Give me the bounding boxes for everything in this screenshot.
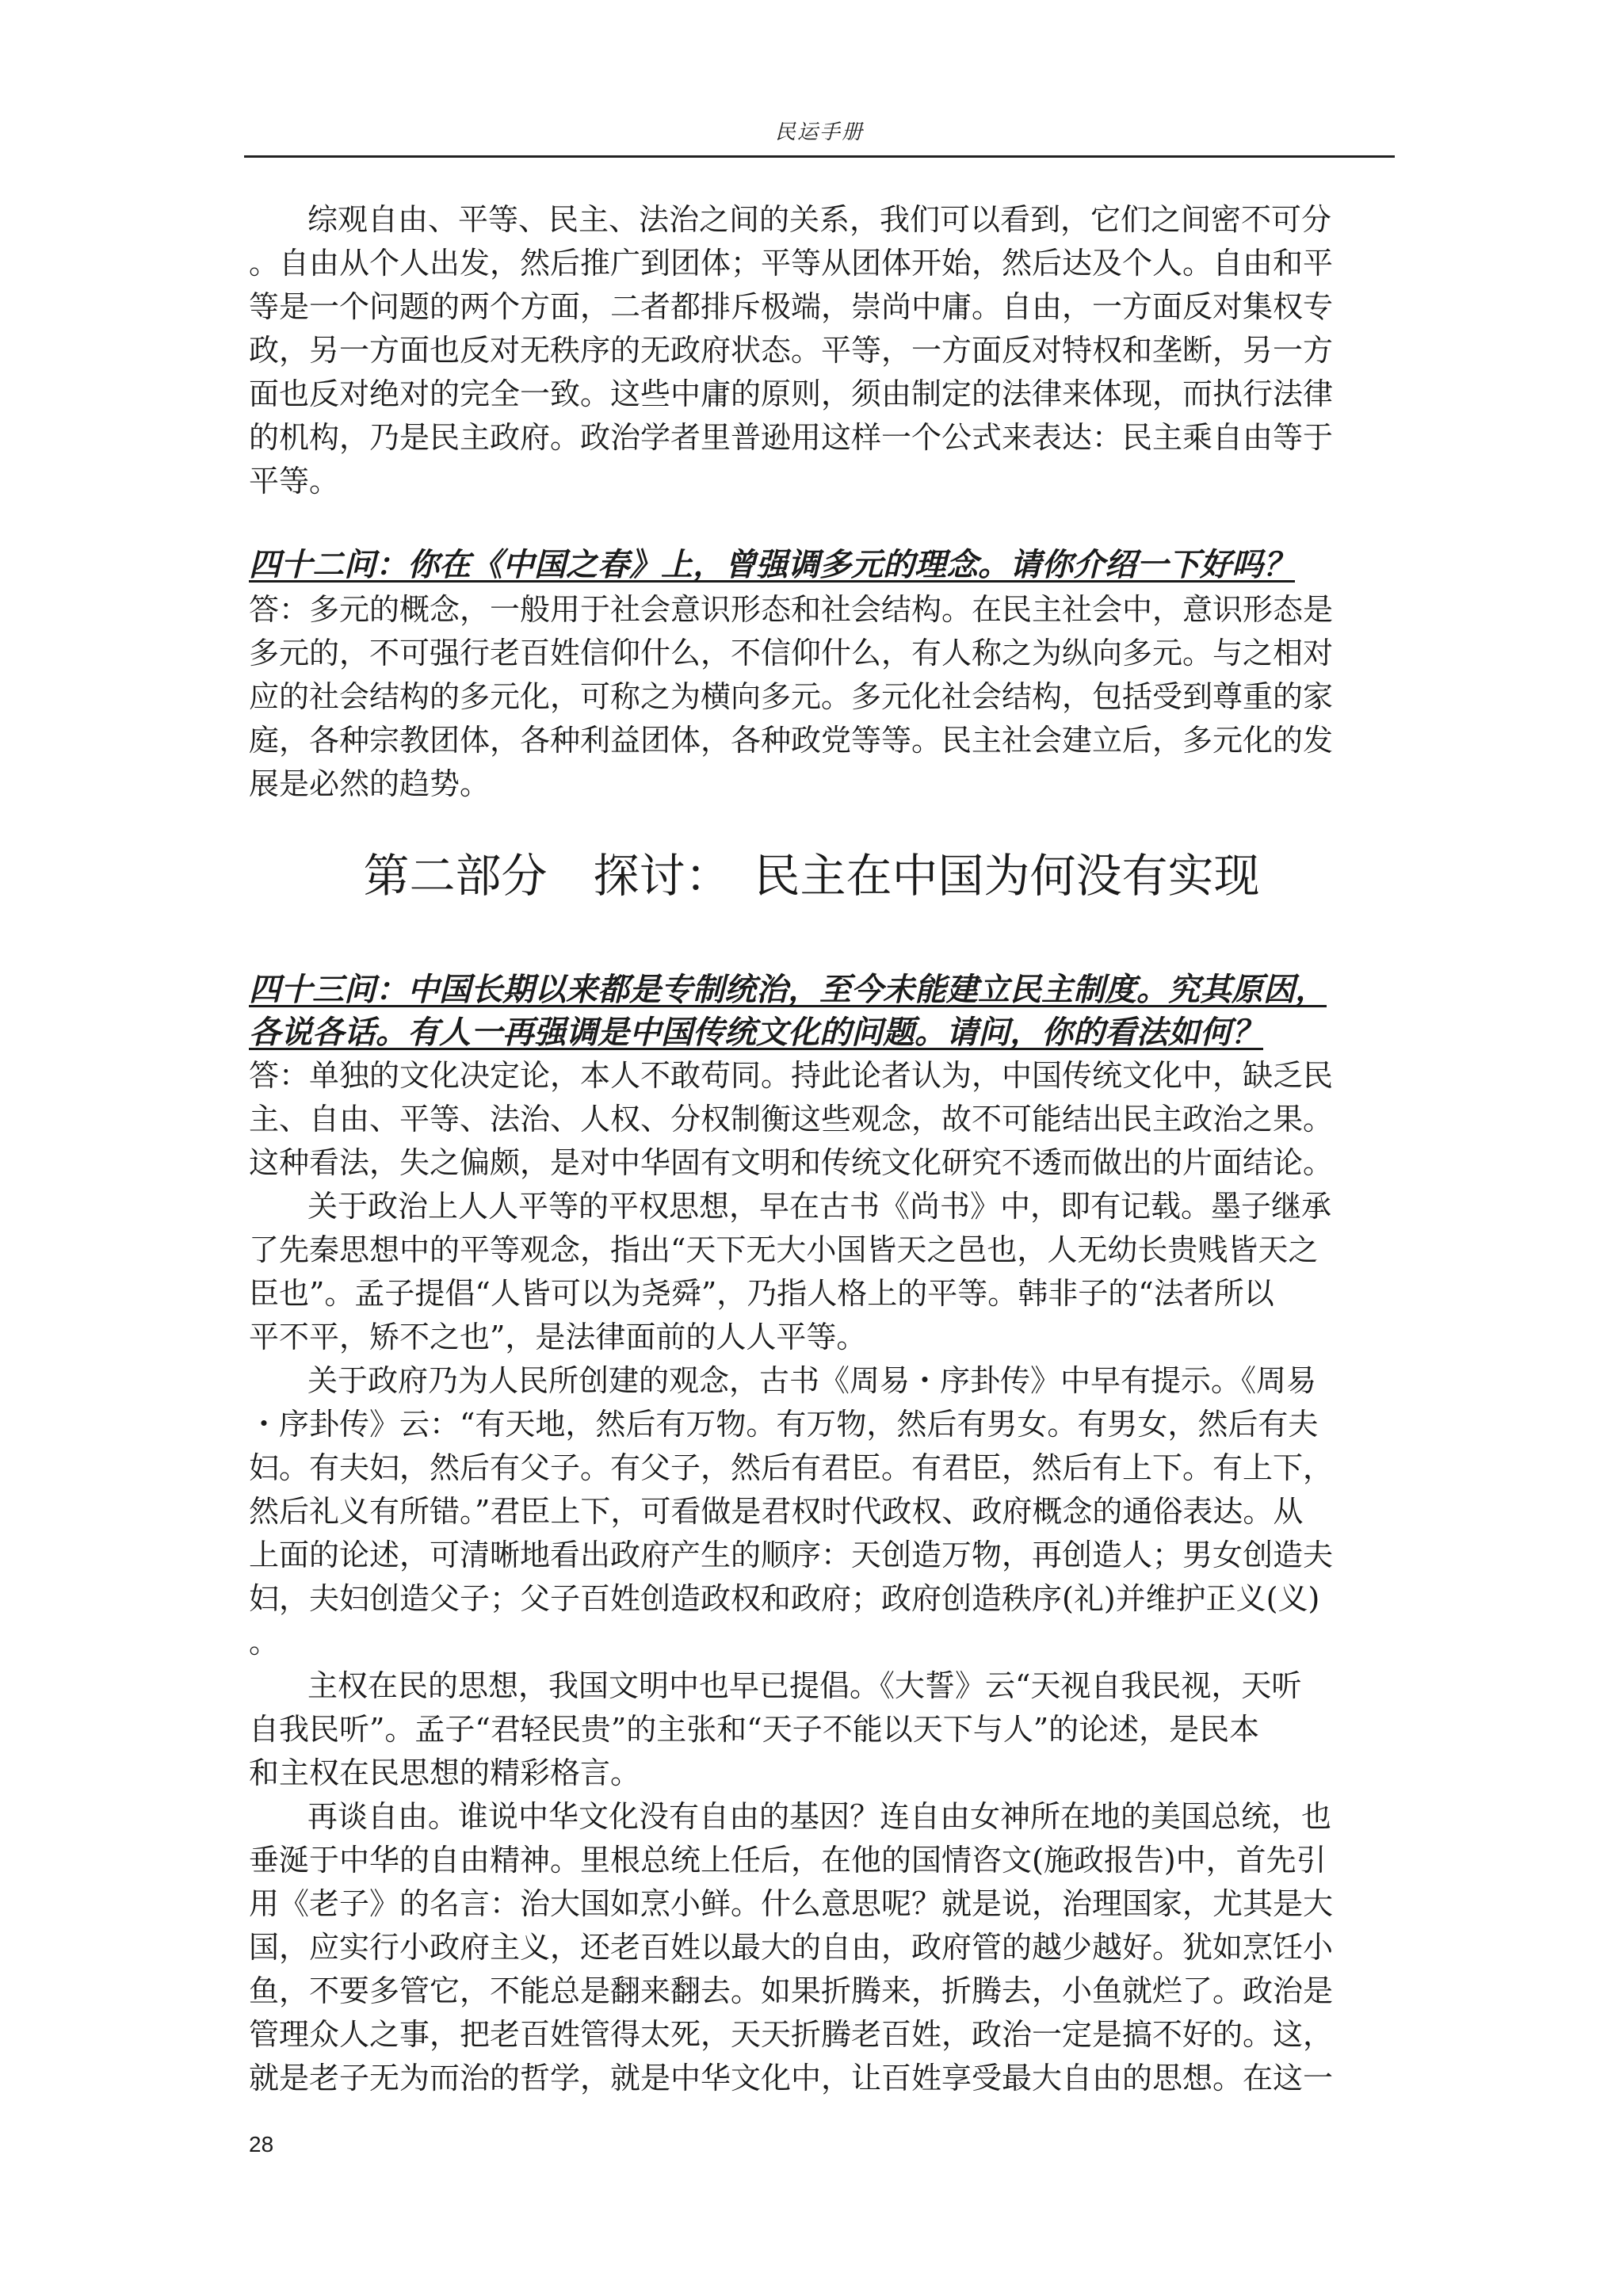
text-line: 垂涎于中华的自由精神。里根总统上任后，在他的国情咨文(施政报告)中，首先引	[249, 1843, 1327, 1878]
text-line: 然后礼义有所错。”君臣上下，可看做是君权时代政权、政府概念的通俗表达。从	[249, 1494, 1304, 1529]
page-number: 28	[249, 2132, 274, 2157]
text-line: 政，另一方面也反对无秩序的无政府状态。平等，一方面反对特权和垄断，另一方	[249, 333, 1334, 368]
text-line: 多元的，不可强行老百姓信仰什么，不信仰什么，有人称之为纵向多元。与之相对	[249, 636, 1334, 670]
text-line: 答：单独的文化决定论，本人不敢苟同。持此论者认为，中国传统文化中，缺乏民	[249, 1058, 1334, 1093]
text-line: 主权在民的思想，我国文明中也早已提倡。《大誓》云“天视自我民视，天听	[307, 1668, 1302, 1703]
text-line: 管理众人之事，把老百姓管得太死，天天折腾老百姓，政治一定是搞不好的。这，	[249, 2017, 1334, 2052]
text-line: 臣也”。孟子提倡“人皆可以为尧舜”，乃指人格上的平等。韩非子的“法者所以	[249, 1276, 1274, 1311]
text-line: 鱼，不要多管它，不能总是翻来翻去。如果折腾来，折腾去，小鱼就烂了。政治是	[249, 1973, 1334, 2008]
text-line: 用《老子》的名言：治大国如烹小鲜。什么意思呢？就是说，治理国家，尤其是大	[249, 1886, 1334, 1921]
text-line: 面也反对绝对的完全一致。这些中庸的原则，须由制定的法律来体现，而执行法律	[249, 376, 1334, 411]
paragraph-liberty-equality	[249, 198, 1382, 503]
text-line: 庭，各种宗教团体，各种利益团体，各种政党等等。民主社会建立后，多元化的发	[249, 723, 1334, 758]
text-line: 。	[249, 1625, 280, 1660]
text-line: 再谈自由。谁说中华文化没有自由的基因？连自由女神所在地的美国总统，也	[307, 1799, 1332, 1834]
text-line: 国，应实行小政府主义，还老百姓以最大的自由，政府管的越少越好。犹如烹饪小	[249, 1930, 1334, 1965]
question-42-heading: 四十二问：你在《中国之春》上，曾强调多元的理念。请你介绍一下好吗？	[249, 546, 1295, 583]
text-line: 。自由从个人出发，然后推广到团体；平等从团体开始，然后达及个人。自由和平	[249, 246, 1334, 281]
text-line: 综观自由、平等、民主、法治之间的关系，我们可以看到，它们之间密不可分	[307, 202, 1332, 237]
answer-42	[249, 588, 1382, 806]
question-43-heading-line: 各说各话。有人一再强调是中国传统文化的问题。请问，你的看法如何？	[249, 1014, 1263, 1051]
text-line: 就是老子无为而治的哲学，就是中华文化中，让百姓享受最大自由的思想。在这一	[249, 2061, 1334, 2095]
text-line: 应的社会结构的多元化，可称之为横向多元。多元化社会结构，包括受到尊重的家	[249, 679, 1334, 714]
text-line: 妇。有夫妇，然后有父子。有父子，然后有君臣。有君臣，然后有上下。有上下，	[249, 1450, 1334, 1485]
answer-43	[249, 1054, 1382, 2100]
text-line: 平不平，矫不之也”，是法律面前的人人平等。	[249, 1320, 867, 1354]
text-line: 了先秦思想中的平等观念，指出“天下无大小国皆天之邑也，人无幼长贵贱皆天之	[249, 1232, 1319, 1267]
text-line: 主、自由、平等、法治、人权、分权制衡这些观念，故不可能结出民主政治之果。	[249, 1102, 1334, 1137]
section-title: 第二部分 探讨： 民主在中国为何没有实现	[363, 849, 1260, 903]
text-line: 上面的论述，可清晰地看出政府产生的顺序：天创造万物，再创造人；男女创造夫	[249, 1538, 1334, 1572]
text-line: 自我民听”。孟子“君轻民贵”的主张和“天子不能以天下与人”的论述，是民本	[249, 1712, 1260, 1747]
text-line: 的机构，乃是民主政府。政治学者里普逊用这样一个公式来表达：民主乘自由等于	[249, 420, 1334, 455]
text-line: 妇，夫妇创造父子；父子百姓创造政权和政府；政府创造秩序(礼)并维护正义(义)	[249, 1581, 1320, 1616]
text-line: 平等。	[249, 464, 340, 499]
text-line: 展是必然的趋势。	[249, 766, 491, 801]
text-line: 关于政治上人人平等的平权思想，早在古书《尚书》中，即有记载。墨子继承	[307, 1189, 1332, 1224]
text-line: 这种看法，失之偏颇，是对中华固有文明和传统文化研究不透而做出的片面结论。	[249, 1145, 1334, 1180]
text-line: 关于政府乃为人民所创建的观念，古书《周易・序卦传》中早有提示。《周易	[307, 1363, 1317, 1398]
text-line: 等是一个问题的两个方面，二者都排斥极端，崇尚中庸。自由，一方面反对集权专	[249, 289, 1334, 324]
text-line: ・序卦传》云：“有天地，然后有万物。有万物，然后有男女。有男女，然后有夫	[249, 1407, 1319, 1442]
running-header: 民运手册	[774, 120, 864, 144]
question-43-heading-line: 四十三问：中国长期以来都是专制统治，至今未能建立民主制度。究其原因，	[249, 971, 1327, 1008]
text-line: 和主权在民思想的精彩格言。	[249, 1755, 641, 1790]
header-rule	[244, 155, 1395, 158]
text-line: 答：多元的概念，一般用于社会意识形态和社会结构。在民主社会中，意识形态是	[249, 592, 1334, 627]
